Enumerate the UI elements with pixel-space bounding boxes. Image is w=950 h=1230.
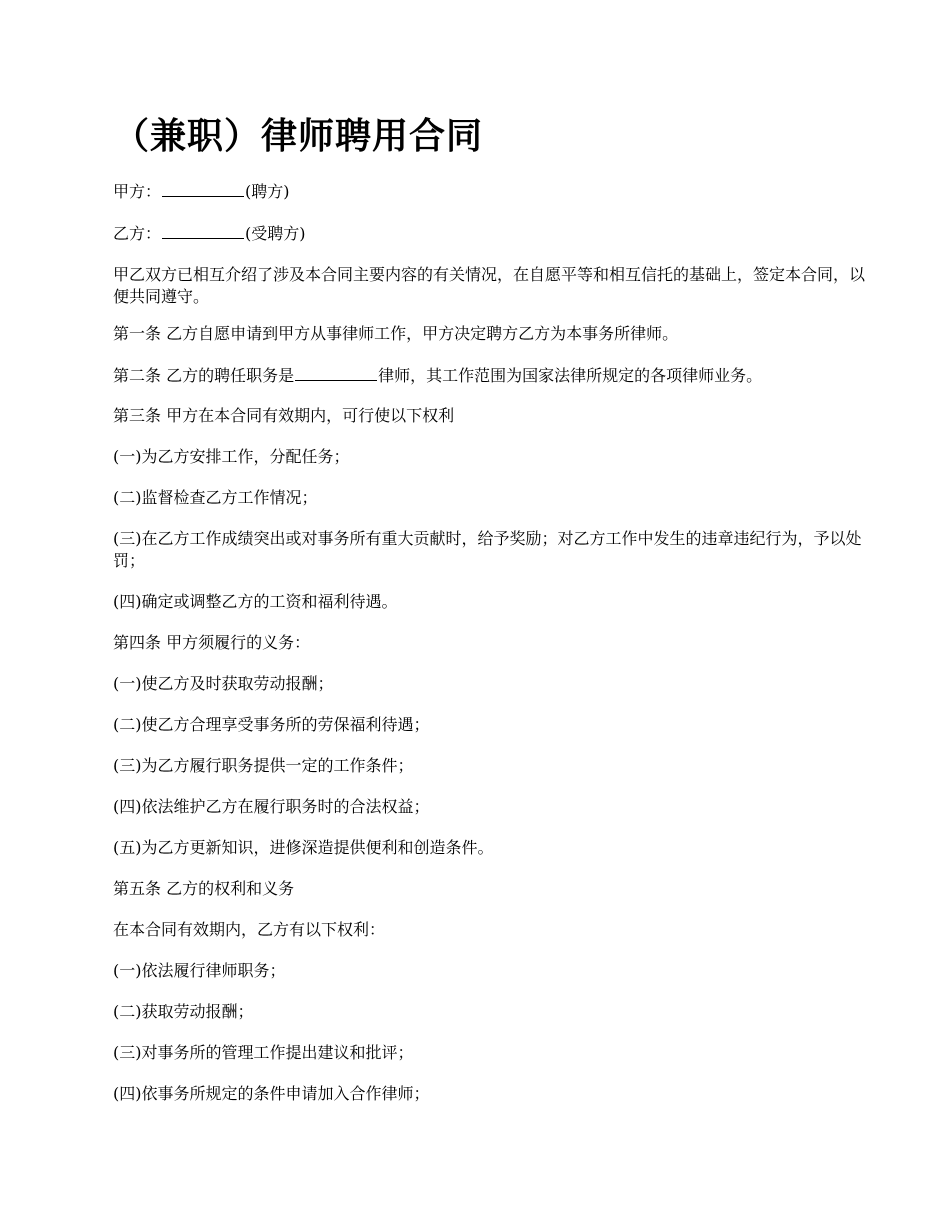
article-5-item: (四)依事务所规定的条件申请加入合作律师； (113, 1084, 430, 1103)
article-5-item: (一)依法履行律师职务； (113, 961, 286, 980)
article-2-blank (295, 364, 377, 381)
article-5-item: (二)获取劳动报酬； (113, 1002, 254, 1021)
party-a-label: 甲方： (113, 182, 162, 201)
party-a-line (113, 180, 873, 203)
article-5-intro: 在本合同有效期内，乙方有以下权利： (113, 920, 386, 939)
party-b-role: (受聘方) (245, 224, 306, 243)
article-4-item: (一)使乙方及时获取劳动报酬； (113, 674, 334, 693)
article-4-item: (二)使乙方合理享受事务所的劳保福利待遇； (113, 715, 430, 734)
party-b-label: 乙方： (113, 224, 162, 243)
article-5-item: (三)对事务所的管理工作提出建议和批评； (113, 1043, 414, 1062)
article-3-item: (四)确定或调整乙方的工资和福利待遇。 (113, 592, 398, 611)
document-title: （兼职）律师聘用合同 (113, 115, 484, 157)
article-2 (113, 364, 873, 387)
article-4: 第四条 甲方须履行的义务： (113, 633, 311, 652)
article-3: 第三条 甲方在本合同有效期内，可行使以下权利 (113, 406, 455, 425)
party-a-role: (聘方) (245, 182, 290, 201)
article-3-item: (二)监督检查乙方工作情况； (113, 488, 318, 507)
party-b-line (113, 222, 873, 245)
party-b-blank (162, 222, 244, 239)
article-2-suffix: 律师，其工作范围为国家法律所规定的各项律师业务。 (378, 366, 763, 385)
article-5: 第五条 乙方的权利和义务 (113, 879, 295, 898)
article-4-item: (四)依法维护乙方在履行职务时的合法权益； (113, 797, 430, 816)
article-3-item: (三)在乙方工作成绩突出或对事务所有重大贡献时，给予奖励；对乙方工作中发生的违章违纪行为，予以处罚； (113, 529, 862, 570)
article-4-item: (五)为乙方更新知识，进修深造提供便利和创造条件。 (113, 838, 494, 857)
article-3-item: (一)为乙方安排工作，分配任务； (113, 447, 350, 466)
party-a-blank (162, 180, 244, 197)
article-4-item: (三)为乙方履行职务提供一定的工作条件； (113, 756, 414, 775)
article-1: 第一条 乙方自愿申请到甲方从事律师工作，甲方决定聘方乙方为本事务所律师。 (113, 324, 679, 343)
article-2-prefix: 第二条 乙方的聘任职务是 (113, 366, 295, 385)
intro-paragraph: 甲乙双方已相互介绍了涉及本合同主要内容的有关情况，在自愿平等和相互信托的基础上，签定本合同，以便共同遵守。 (113, 265, 866, 306)
